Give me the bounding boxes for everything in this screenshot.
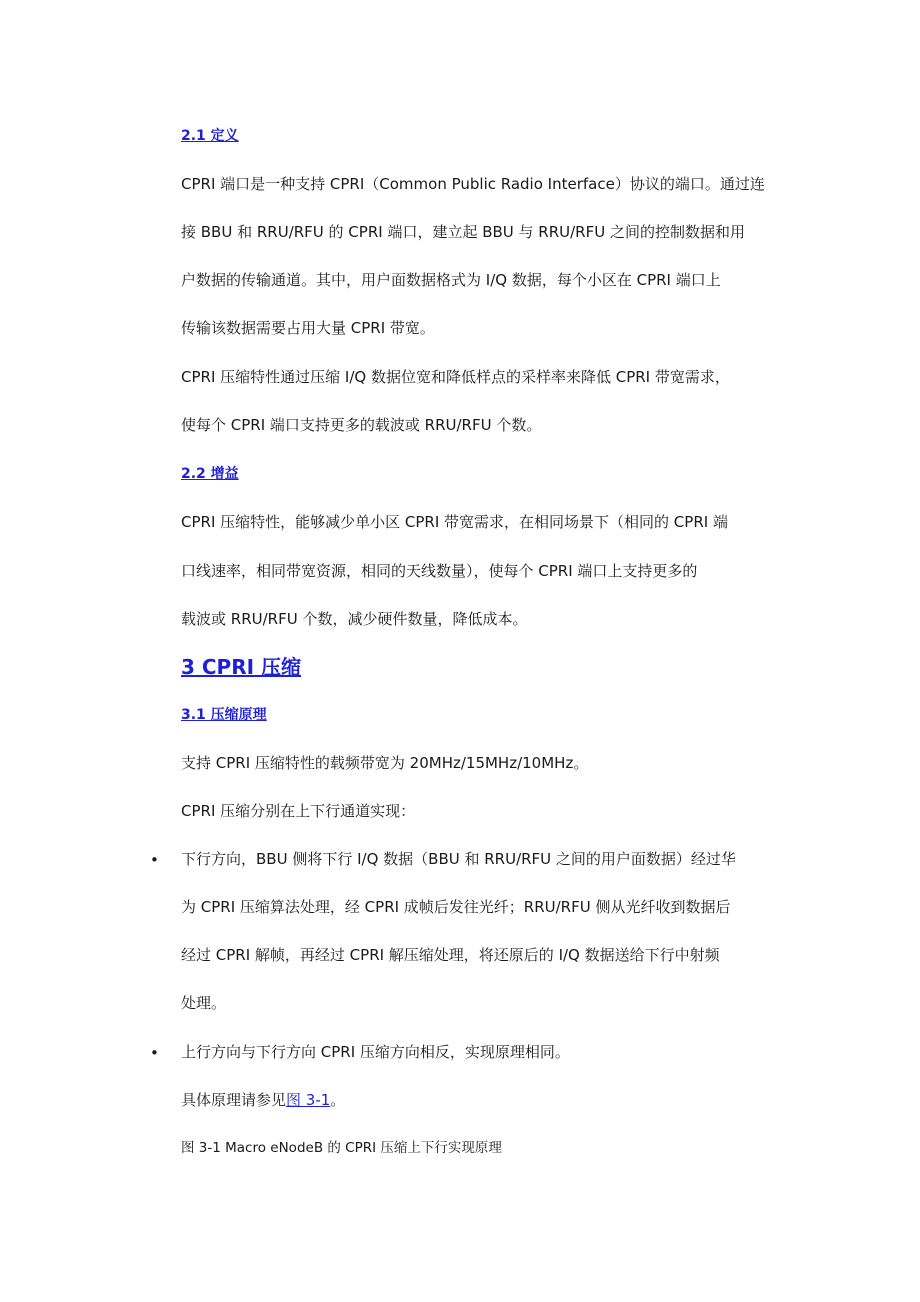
paragraph-line: CPRI 压缩特性通过压缩 I/Q 数据位宽和降低样点的采样率来降低 CPRI 带宽需求，	[181, 368, 730, 386]
paragraph-line: CPRI 压缩分别在上下行通道实现：	[181, 802, 416, 820]
paragraph-line: 支持 CPRI 压缩特性的载频带宽为 20MHz/15MHz/10MHz。	[181, 754, 589, 772]
bullet-line: 上行方向与下行方向 CPRI 压缩方向相反，实现原理相同。	[181, 1043, 570, 1061]
heading-3-1[interactable]: 3.1 压缩原理	[181, 707, 267, 723]
heading-3[interactable]: 3 CPRI 压缩	[181, 655, 302, 679]
paragraph-line: 口线速率，相同带宽资源，相同的天线数量），使每个 CPRI 端口上支持更多的	[181, 562, 698, 580]
reference-prefix: 具体原理请参见	[181, 1091, 287, 1109]
bullet-dot: •	[150, 1044, 159, 1062]
bullet-dot: •	[150, 851, 159, 869]
figure-link[interactable]: 图 3-1	[286, 1091, 331, 1109]
bullet-line: 经过 CPRI 解帧，再经过 CPRI 解压缩处理，将还原后的 I/Q 数据送给下行中射频	[181, 946, 720, 964]
reference-line	[181, 1090, 345, 1110]
paragraph-line: 接 BBU 和 RRU/RFU 的 CPRI 端口，建立起 BBU 与 RRU/RFU 之间的控制数据和用	[181, 223, 745, 241]
bullet-line: 下行方向，BBU 侧将下行 I/Q 数据（BBU 和 RRU/RFU 之间的用户面数据）经过华	[181, 850, 736, 868]
paragraph-line: 传输该数据需要占用大量 CPRI 带宽。	[181, 319, 435, 337]
bullet-line: 为 CPRI 压缩算法处理，经 CPRI 成帧后发往光纤；RRU/RFU 侧从光纤收到数据后	[181, 898, 731, 916]
paragraph-line: 载波或 RRU/RFU 个数，减少硬件数量，降低成本。	[181, 610, 528, 628]
heading-2-2[interactable]: 2.2 增益	[181, 466, 239, 482]
paragraph-line: CPRI 端口是一种支持 CPRI（Common Public Radio Interface）协议的端口。通过连	[181, 175, 765, 193]
bullet-line: 处理。	[181, 994, 227, 1012]
figure-caption: 图 3-1 Macro eNodeB 的 CPRI 压缩上下行实现原理	[181, 1140, 502, 1156]
reference-suffix: 。	[330, 1091, 346, 1109]
paragraph-line: 户数据的传输通道。其中，用户面数据格式为 I/Q 数据，每个小区在 CPRI 端口上	[181, 271, 721, 289]
paragraph-line: 使每个 CPRI 端口支持更多的载波或 RRU/RFU 个数。	[181, 416, 542, 434]
paragraph-line: CPRI 压缩特性，能够减少单小区 CPRI 带宽需求，在相同场景下（相同的 CPRI 端	[181, 513, 728, 531]
heading-2-1[interactable]: 2.1 定义	[181, 128, 239, 144]
